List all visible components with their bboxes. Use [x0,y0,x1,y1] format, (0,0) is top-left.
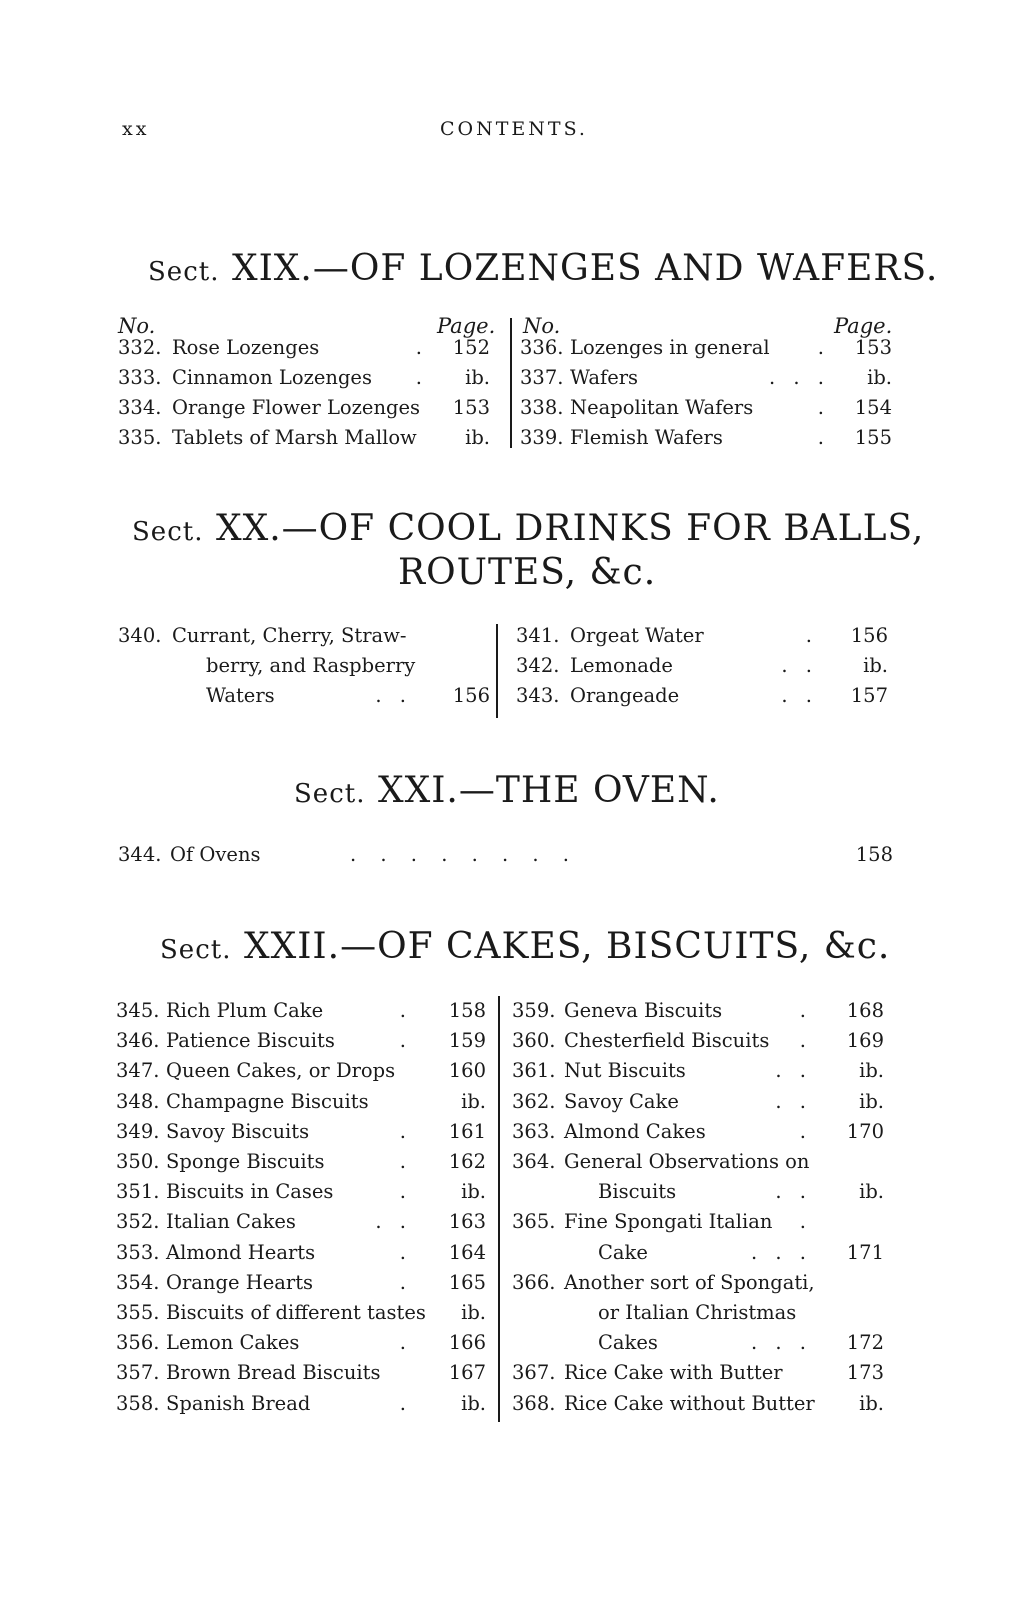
entry-number: 353. [116,1240,160,1264]
section-title: XIX.—OF LOZENGES AND WAFERS. [231,248,939,289]
entry-page: ib. [867,366,892,389]
contents-entry[interactable] [116,1358,486,1388]
entry-number: 339. [520,426,564,449]
entry-page: 153 [452,396,490,419]
entry-title: Brown Bread Biscuits [166,1361,381,1385]
entry-title: Patience Biscuits [166,1029,335,1053]
leader-dots: . [399,1331,412,1355]
entry-title: Rice Cake without Butter [564,1391,815,1415]
leader-dots: . [399,1180,412,1204]
contents-entry[interactable] [116,1056,486,1086]
entry-title: Almond Cakes [564,1119,706,1143]
contents-entry[interactable] [512,1117,884,1147]
entry-title: Orange Hearts [166,1270,314,1294]
entry-number: 351. [116,1180,160,1204]
entry-number: 355. [116,1301,160,1324]
entry-title: Sponge Biscuits [166,1150,325,1173]
leader-dots: . [799,1119,812,1143]
entry-title: Biscuits [598,1180,677,1204]
entry-page: 158 [855,843,893,866]
section-prefix: Sect. [294,779,366,809]
entry-title: Lemonade [570,654,673,677]
entry-number: 337. [520,366,564,389]
entry-page: 165 [448,1270,486,1294]
column-rule [496,624,498,718]
contents-entry[interactable] [512,1328,884,1358]
contents-entry[interactable] [116,1147,486,1177]
entry-title: Rice Cake with Butter [564,1361,783,1385]
entry-page: 166 [448,1331,486,1355]
section-title: XXI.—THE OVEN. [377,770,720,811]
entry-title: Geneva Biscuits [564,999,723,1022]
entry-number: 349. [116,1119,160,1143]
entry-page: ib. [859,1180,884,1204]
entry-number: 344. [118,843,162,866]
entry-page: 162 [448,1150,486,1173]
contents-entry[interactable] [116,1268,486,1298]
section-prefix: Sect. [132,517,204,547]
entry-number: 341. [516,624,560,647]
entry-title: Spanish Bread [166,1391,311,1415]
entry-page: ib. [863,654,888,677]
entry-title: Of Ovens [170,843,261,866]
entry-title: Neapolitan Wafers [570,396,754,419]
entry-title: Cakes [598,1331,658,1355]
contents-entry[interactable] [118,651,490,681]
entry-page: ib. [461,1180,486,1204]
leader-dots: . . [775,1059,812,1083]
contents-entry[interactable] [116,1389,486,1419]
leader-dots: . . [781,654,818,677]
entry-page: 154 [854,396,892,419]
entry-page: ib. [461,1301,486,1324]
entry-number: 347. [116,1059,160,1083]
leader-dots: . [799,1210,812,1234]
contents-entry[interactable] [118,333,490,363]
entry-number: 365. [512,1210,556,1234]
leader-dots: . [399,1029,412,1053]
entry-number: 348. [116,1089,160,1113]
entry-number: 361. [512,1059,556,1083]
entry-page: 170 [846,1119,884,1143]
contents-entry[interactable] [512,1056,884,1086]
entry-number: 346. [116,1029,160,1053]
entry-page: ib. [859,1059,884,1083]
entry-page: 161 [448,1119,486,1143]
entry-number: 352. [116,1210,160,1234]
entry-number: 367. [512,1361,556,1385]
section-prefix: Sect. [160,935,232,965]
entry-page: 157 [850,684,888,707]
entry-page: 155 [854,426,892,449]
entry-number: 342. [516,654,560,677]
entry-page: ib. [859,1391,884,1415]
contents-entry[interactable] [116,996,486,1026]
entry-title: Orange Flower Lozenges [172,396,421,419]
entry-title: Biscuits in Cases [166,1180,334,1204]
contents-entry[interactable] [512,1238,884,1268]
leader-dots: . . [775,1089,812,1113]
leader-dots: . [799,1029,812,1053]
entry-title: Cinnamon Lozenges [172,366,372,389]
contents-entry[interactable] [516,621,888,651]
entry-page: ib. [461,1391,486,1415]
column-header-no-left: No. [118,314,156,338]
entry-page: 171 [846,1240,884,1264]
entry-title: Chesterfield Biscuits [564,1029,770,1053]
leader-dots: . [799,999,812,1022]
leader-dots: . . . [769,366,830,389]
entry-title: Cake [598,1240,648,1264]
entry-title: Biscuits of different tastes [166,1301,426,1324]
contents-entry[interactable] [512,1177,884,1207]
contents-entry[interactable] [116,1298,486,1328]
leader-dots: . [399,1391,412,1415]
contents-entry[interactable] [512,1298,884,1328]
column-rule [498,996,500,1422]
contents-entry[interactable] [118,840,893,870]
leader-dots: . [399,999,412,1022]
entry-page: 168 [846,999,884,1022]
contents-entry[interactable] [118,681,490,711]
entry-number: 368. [512,1391,556,1415]
entry-page: ib. [465,366,490,389]
contents-entry[interactable] [116,1328,486,1358]
contents-entry[interactable] [512,1268,884,1298]
folio-number: xx [122,118,150,140]
entry-number: 336. [520,336,564,359]
entry-title: Savoy Cake [564,1089,679,1113]
leader-dots: . [415,366,428,389]
leader-dots: . [399,1150,412,1173]
entry-number: 350. [116,1150,160,1173]
section-prefix: Sect. [148,257,220,287]
contents-entry[interactable] [118,363,490,393]
entry-page: 163 [448,1210,486,1234]
entry-title: Almond Hearts [166,1240,316,1264]
entry-page: ib. [465,426,490,449]
entry-title: Savoy Biscuits [166,1119,310,1143]
contents-entry[interactable] [116,1207,486,1237]
contents-entry[interactable] [116,1026,486,1056]
entry-number: 345. [116,999,160,1022]
leader-dots: . . . [751,1331,812,1355]
entry-page: 167 [448,1361,486,1385]
entry-page: 153 [854,336,892,359]
leader-dots: . [817,396,830,419]
column-rule [510,318,512,448]
entry-number: 363. [512,1119,556,1143]
entry-number: 366. [512,1270,556,1294]
entry-title: Currant, Cherry, Straw- [172,624,407,647]
entry-page: ib. [859,1089,884,1113]
entry-number: 362. [512,1089,556,1113]
entry-title: Rich Plum Cake [166,999,324,1022]
entry-title: Fine Spongati Italian [564,1210,773,1234]
entry-title: Flemish Wafers [570,426,723,449]
entry-page: 173 [846,1361,884,1385]
contents-entry[interactable] [520,333,892,363]
entry-number: 332. [118,336,162,359]
entry-page: 160 [448,1059,486,1083]
leader-dots: . [805,624,818,647]
entry-page: 158 [448,999,486,1022]
section-title: XX.—OF COOL DRINKS FOR BALLS, [215,508,925,549]
contents-entry[interactable] [512,1147,884,1177]
entry-page: 159 [448,1029,486,1053]
entry-title: Nut Biscuits [564,1059,686,1083]
column-header-page-right: Page. [834,314,893,338]
entry-title: berry, and Raspberry [206,654,416,677]
entry-title: Orangeade [570,684,680,707]
entry-title: Orgeat Water [570,624,704,647]
leader-dots: . [817,426,830,449]
entry-number: 358. [116,1391,160,1415]
entry-title: Lozenges in general [570,336,770,359]
entry-title: Queen Cakes, or Drops [166,1059,396,1083]
entry-page: 152 [452,336,490,359]
contents-entry[interactable] [116,1117,486,1147]
leader-dots: . . [781,684,818,707]
section-heading-xx [132,508,924,549]
leader-dots: . [399,1270,412,1294]
section-heading-xx-line2: ROUTES, &c. [398,552,657,593]
entry-page: 164 [448,1240,486,1264]
entry-number: 334. [118,396,162,419]
contents-entry[interactable] [116,1238,486,1268]
entry-number: 357. [116,1361,160,1385]
contents-entry[interactable] [118,621,490,651]
entry-page: 156 [850,624,888,647]
entry-number: 356. [116,1331,160,1355]
entry-title: Wafers [570,366,639,389]
contents-entry[interactable] [512,1026,884,1056]
entry-page: ib. [461,1089,486,1113]
contents-entry[interactable] [512,1389,884,1419]
entry-number: 340. [118,624,162,647]
leader-dots: . [399,1240,412,1264]
contents-entry[interactable] [512,1207,884,1237]
entry-title: Rose Lozenges [172,336,320,359]
entry-number: 354. [116,1270,160,1294]
section-heading-xxi [294,770,720,811]
contents-entry[interactable] [512,996,884,1026]
entry-number: 360. [512,1029,556,1053]
entry-number: 333. [118,366,162,389]
contents-entry[interactable] [118,393,490,423]
column-header-page-left: Page. [437,314,496,338]
contents-entry[interactable] [116,1177,486,1207]
entry-title: Tablets of Marsh Mallow [172,426,417,449]
contents-entry[interactable] [118,423,490,453]
contents-entry[interactable] [512,1358,884,1388]
contents-entry[interactable] [520,363,892,393]
leader-dots: . . . . . . . . [350,843,578,866]
leader-dots: . . [375,1210,412,1234]
leader-dots: . [415,336,428,359]
contents-entry[interactable] [520,423,892,453]
column-header-no-right: No. [523,314,561,338]
entry-number: 335. [118,426,162,449]
contents-entry[interactable] [512,1087,884,1117]
contents-entry[interactable] [116,1087,486,1117]
contents-entry[interactable] [520,393,892,423]
entry-title: Lemon Cakes [166,1331,300,1355]
entry-title: or Italian Christmas [598,1301,797,1324]
section-heading-xix [148,248,938,289]
running-head-title: CONTENTS. [440,118,588,140]
entry-number: 338. [520,396,564,419]
contents-entry[interactable] [516,651,888,681]
entry-title: Italian Cakes [166,1210,296,1234]
entry-title: Waters [206,684,275,707]
leader-dots: . [399,1119,412,1143]
leader-dots: . [817,336,830,359]
entry-number: 364. [512,1150,556,1173]
entry-page: 156 [452,684,490,707]
entry-page: 169 [846,1029,884,1053]
entry-page: 172 [846,1331,884,1355]
section-title: XXII.—OF CAKES, BISCUITS, &c. [243,926,891,967]
entry-number: 359. [512,999,556,1022]
entry-title: Another sort of Spongati, [564,1270,815,1294]
contents-entry[interactable] [516,681,888,711]
entry-title: General Observations on [564,1150,810,1173]
entry-number: 343. [516,684,560,707]
entry-title: Champagne Biscuits [166,1089,369,1113]
section-heading-xxii [160,926,890,967]
leader-dots: . . [375,684,412,707]
leader-dots: . . . [751,1240,812,1264]
leader-dots: . . [775,1180,812,1204]
